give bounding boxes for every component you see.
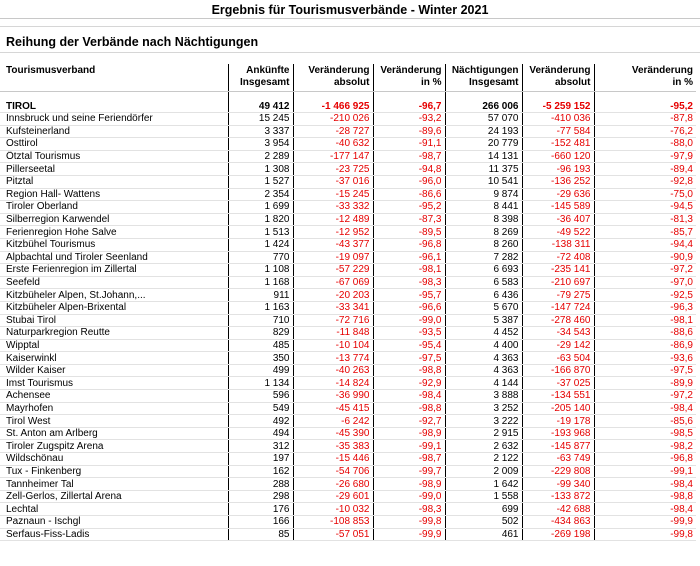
cell-nights-change-pct: -94,5: [594, 201, 696, 214]
cell-nights: 5 670: [445, 301, 522, 314]
cell-nights-change-pct: -89,9: [594, 377, 696, 390]
cell-nights-change-pct: -99,1: [594, 465, 696, 478]
cell-arrivals: 1 527: [228, 175, 293, 188]
page-title: Ergebnis für Tourismusverbände - Winter 2021: [0, 2, 700, 19]
cell-name: Erste Ferienregion im Zillertal: [0, 264, 228, 277]
cell-arrivals-change-pct: -95,4: [373, 339, 445, 352]
cell-nights: 4 144: [445, 377, 522, 390]
cell-nights: 502: [445, 516, 522, 529]
table-row: [0, 238, 696, 251]
cell-arrivals-change-pct: -99,1: [373, 440, 445, 453]
cell-arrivals-change-pct: -99,0: [373, 314, 445, 327]
cell-nights: 6 583: [445, 276, 522, 289]
cell-nights: 1 558: [445, 490, 522, 503]
cell-arrivals-change-pct: -96,7: [373, 100, 445, 113]
cell-arrivals-change-abs: -45 390: [293, 427, 373, 440]
cell-nights-change-abs: -138 311: [522, 238, 594, 251]
table-row: [0, 465, 696, 478]
table-row: [0, 251, 696, 264]
table-row: [0, 377, 696, 390]
cell-arrivals-change-abs: -33 332: [293, 201, 373, 214]
table-row: [0, 528, 696, 541]
cell-nights-change-pct: -97,2: [594, 264, 696, 277]
cell-arrivals-change-abs: -210 026: [293, 113, 373, 126]
cell-nights-change-pct: -90,9: [594, 251, 696, 264]
tourism-table: [0, 64, 696, 541]
cell-arrivals-change-abs: -13 774: [293, 352, 373, 365]
cell-arrivals-change-pct: -96,1: [373, 251, 445, 264]
cell-arrivals-change-pct: -98,1: [373, 264, 445, 277]
cell-arrivals-change-pct: -93,2: [373, 113, 445, 126]
cell-arrivals-change-pct: -99,8: [373, 516, 445, 529]
cell-nights-change-abs: -410 036: [522, 113, 594, 126]
cell-arrivals-change-abs: -57 229: [293, 264, 373, 277]
cell-arrivals-change-pct: -93,5: [373, 327, 445, 340]
cell-arrivals-change-abs: -33 341: [293, 301, 373, 314]
cell-nights-change-pct: -99,9: [594, 516, 696, 529]
cell-arrivals-change-abs: -11 848: [293, 327, 373, 340]
cell-nights-change-pct: -98,4: [594, 478, 696, 491]
cell-arrivals-change-pct: -95,2: [373, 201, 445, 214]
cell-nights-change-pct: -81,3: [594, 213, 696, 226]
table-row: [0, 390, 696, 403]
cell-nights-change-abs: -133 872: [522, 490, 594, 503]
header-nights-change-pct: Veränderung in %: [594, 64, 696, 92]
cell-nights-change-pct: -96,8: [594, 453, 696, 466]
cell-arrivals-change-abs: -6 242: [293, 415, 373, 428]
cell-arrivals-change-abs: -15 446: [293, 453, 373, 466]
table-row: [0, 276, 696, 289]
cell-nights: 11 375: [445, 163, 522, 176]
cell-name: Kitzbüheler Alpen-Brixental: [0, 301, 228, 314]
cell-nights-change-abs: -34 543: [522, 327, 594, 340]
cell-nights-change-abs: -193 968: [522, 427, 594, 440]
cell-name: Silberregion Karwendel: [0, 213, 228, 226]
cell-arrivals-change-abs: -28 727: [293, 125, 373, 138]
cell-arrivals: 298: [228, 490, 293, 503]
cell-nights-change-abs: -77 584: [522, 125, 594, 138]
cell-name: Tiroler Oberland: [0, 201, 228, 214]
table-row: [0, 415, 696, 428]
cell-nights-change-pct: -98,4: [594, 402, 696, 415]
cell-arrivals: 3 337: [228, 125, 293, 138]
cell-arrivals-change-abs: -12 489: [293, 213, 373, 226]
table-row: [0, 339, 696, 352]
cell-arrivals: 288: [228, 478, 293, 491]
table-row: [0, 516, 696, 529]
cell-nights-change-abs: -152 481: [522, 138, 594, 151]
cell-arrivals: 166: [228, 516, 293, 529]
cell-nights-change-abs: -269 198: [522, 528, 594, 541]
cell-nights-change-abs: -145 589: [522, 201, 594, 214]
cell-nights: 2 632: [445, 440, 522, 453]
cell-nights-change-pct: -75,0: [594, 188, 696, 201]
cell-nights: 5 387: [445, 314, 522, 327]
cell-arrivals-change-abs: -29 601: [293, 490, 373, 503]
cell-nights-change-pct: -96,3: [594, 301, 696, 314]
cell-nights-change-pct: -97,0: [594, 276, 696, 289]
cell-nights: 14 131: [445, 150, 522, 163]
table-row: [0, 503, 696, 516]
cell-nights-change-pct: -98,5: [594, 427, 696, 440]
cell-arrivals: 829: [228, 327, 293, 340]
grid-line: [0, 52, 700, 53]
cell-nights: 4 363: [445, 352, 522, 365]
cell-nights: 3 888: [445, 390, 522, 403]
cell-arrivals-change-abs: -57 051: [293, 528, 373, 541]
cell-name: Stubai Tirol: [0, 314, 228, 327]
table-row: [0, 289, 696, 302]
cell-arrivals: 15 245: [228, 113, 293, 126]
cell-nights-change-pct: -98,8: [594, 490, 696, 503]
cell-nights: 57 070: [445, 113, 522, 126]
cell-arrivals-change-abs: -10 032: [293, 503, 373, 516]
cell-nights-change-abs: -5 259 152: [522, 100, 594, 113]
cell-name: Kaiserwinkl: [0, 352, 228, 365]
cell-arrivals-change-pct: -98,7: [373, 453, 445, 466]
cell-arrivals-change-pct: -99,7: [373, 465, 445, 478]
cell-nights: 10 541: [445, 175, 522, 188]
cell-nights-change-abs: -145 877: [522, 440, 594, 453]
cell-nights: 4 363: [445, 364, 522, 377]
cell-nights-change-abs: -72 408: [522, 251, 594, 264]
cell-name: St. Anton am Arlberg: [0, 427, 228, 440]
cell-arrivals-change-pct: -98,4: [373, 390, 445, 403]
cell-name: Tirol West: [0, 415, 228, 428]
cell-nights: 2 122: [445, 453, 522, 466]
cell-name: Ferienregion Hohe Salve: [0, 226, 228, 239]
cell-arrivals-change-pct: -96,6: [373, 301, 445, 314]
cell-nights: 266 006: [445, 100, 522, 113]
cell-name: TIROL: [0, 100, 228, 113]
cell-nights-change-abs: -134 551: [522, 390, 594, 403]
table-row: [0, 264, 696, 277]
cell-nights-change-abs: -147 724: [522, 301, 594, 314]
cell-arrivals: 1 308: [228, 163, 293, 176]
cell-arrivals: 911: [228, 289, 293, 302]
cell-nights: 8 260: [445, 238, 522, 251]
cell-name: Zell-Gerlos, Zillertal Arena: [0, 490, 228, 503]
cell-nights-change-pct: -88,6: [594, 327, 696, 340]
cell-arrivals-change-abs: -37 016: [293, 175, 373, 188]
cell-nights-change-pct: -88,0: [594, 138, 696, 151]
cell-nights-change-pct: -98,4: [594, 503, 696, 516]
cell-arrivals-change-pct: -98,9: [373, 478, 445, 491]
cell-arrivals: 162: [228, 465, 293, 478]
cell-nights: 2 915: [445, 427, 522, 440]
cell-arrivals-change-pct: -96,8: [373, 238, 445, 251]
cell-nights-change-pct: -98,1: [594, 314, 696, 327]
cell-nights-change-abs: -434 863: [522, 516, 594, 529]
cell-arrivals-change-abs: -14 824: [293, 377, 373, 390]
cell-nights-change-abs: -29 142: [522, 339, 594, 352]
cell-arrivals-change-pct: -95,7: [373, 289, 445, 302]
cell-arrivals: 499: [228, 364, 293, 377]
cell-name: Wipptal: [0, 339, 228, 352]
cell-arrivals-change-pct: -96,0: [373, 175, 445, 188]
header-ankuenfte: Ankünfte Insgesamt: [228, 64, 293, 92]
cell-nights-change-pct: -97,2: [594, 390, 696, 403]
cell-arrivals-change-abs: -72 716: [293, 314, 373, 327]
cell-name: Seefeld: [0, 276, 228, 289]
table-row: [0, 364, 696, 377]
cell-nights: 3 252: [445, 402, 522, 415]
cell-arrivals-change-pct: -86,6: [373, 188, 445, 201]
cell-arrivals: 2 289: [228, 150, 293, 163]
cell-nights-change-abs: -42 688: [522, 503, 594, 516]
cell-name: Kufsteinerland: [0, 125, 228, 138]
header-row: [0, 64, 696, 92]
cell-arrivals: 1 163: [228, 301, 293, 314]
cell-arrivals-change-abs: -10 104: [293, 339, 373, 352]
cell-name: Osttirol: [0, 138, 228, 151]
cell-arrivals: 1 168: [228, 276, 293, 289]
cell-arrivals-change-pct: -92,7: [373, 415, 445, 428]
table-row: [0, 201, 696, 214]
table-row: [0, 163, 696, 176]
cell-arrivals: 770: [228, 251, 293, 264]
table-subtitle: Reihung der Verbände nach Nächtigungen: [6, 35, 259, 49]
cell-arrivals: 485: [228, 339, 293, 352]
cell-arrivals-change-abs: -54 706: [293, 465, 373, 478]
table-row: [0, 188, 696, 201]
cell-arrivals: 3 954: [228, 138, 293, 151]
cell-arrivals: 2 354: [228, 188, 293, 201]
header-tourismusverband: Tourismusverband: [0, 64, 228, 92]
cell-arrivals: 1 424: [228, 238, 293, 251]
cell-name: Alpbachtal und Tiroler Seenland: [0, 251, 228, 264]
cell-name: Mayrhofen: [0, 402, 228, 415]
table-row: [0, 478, 696, 491]
cell-nights: 2 009: [445, 465, 522, 478]
cell-arrivals-change-pct: -91,1: [373, 138, 445, 151]
cell-nights-change-abs: -229 808: [522, 465, 594, 478]
cell-arrivals-change-pct: -98,9: [373, 427, 445, 440]
cell-arrivals: 710: [228, 314, 293, 327]
cell-arrivals: 176: [228, 503, 293, 516]
cell-nights: 461: [445, 528, 522, 541]
table-row: [0, 427, 696, 440]
cell-arrivals-change-abs: -45 415: [293, 402, 373, 415]
cell-nights-change-abs: -36 407: [522, 213, 594, 226]
cell-nights-change-abs: -99 340: [522, 478, 594, 491]
cell-arrivals: 1 108: [228, 264, 293, 277]
cell-name: Kitzbühel Tourismus: [0, 238, 228, 251]
cell-arrivals-change-pct: -98,7: [373, 150, 445, 163]
cell-name: Ötztal Tourismus: [0, 150, 228, 163]
cell-nights-change-pct: -89,4: [594, 163, 696, 176]
cell-nights: 4 400: [445, 339, 522, 352]
table-row: [0, 175, 696, 188]
cell-arrivals-change-abs: -12 952: [293, 226, 373, 239]
cell-nights-change-abs: -79 275: [522, 289, 594, 302]
cell-nights-change-abs: -136 252: [522, 175, 594, 188]
cell-name: Tiroler Zugspitz Arena: [0, 440, 228, 453]
cell-nights-change-pct: -92,8: [594, 175, 696, 188]
cell-nights: 24 193: [445, 125, 522, 138]
cell-nights-change-abs: -37 025: [522, 377, 594, 390]
cell-arrivals-change-abs: -177 147: [293, 150, 373, 163]
table-row: [0, 352, 696, 365]
cell-nights-change-pct: -97,9: [594, 150, 696, 163]
spacer-row: [0, 92, 696, 101]
cell-nights-change-pct: -76,2: [594, 125, 696, 138]
cell-arrivals-change-abs: -26 680: [293, 478, 373, 491]
cell-nights-change-abs: -166 870: [522, 364, 594, 377]
table-row: [0, 301, 696, 314]
cell-arrivals-change-abs: -67 069: [293, 276, 373, 289]
cell-nights: 699: [445, 503, 522, 516]
cell-arrivals-change-abs: -20 203: [293, 289, 373, 302]
cell-arrivals: 1 820: [228, 213, 293, 226]
cell-arrivals-change-pct: -89,6: [373, 125, 445, 138]
cell-arrivals-change-pct: -98,8: [373, 402, 445, 415]
table-row: [0, 138, 696, 151]
cell-arrivals: 494: [228, 427, 293, 440]
cell-nights-change-abs: -205 140: [522, 402, 594, 415]
cell-arrivals: 350: [228, 352, 293, 365]
cell-arrivals-change-pct: -99,9: [373, 528, 445, 541]
cell-nights: 6 436: [445, 289, 522, 302]
cell-arrivals-change-pct: -97,5: [373, 352, 445, 365]
cell-nights-change-pct: -95,2: [594, 100, 696, 113]
cell-nights-change-pct: -99,8: [594, 528, 696, 541]
cell-nights-change-abs: -278 460: [522, 314, 594, 327]
cell-arrivals: 492: [228, 415, 293, 428]
header-arrivals-change-pct: Veränderung in %: [373, 64, 445, 92]
cell-nights-change-pct: -97,5: [594, 364, 696, 377]
cell-nights-change-abs: -19 178: [522, 415, 594, 428]
cell-nights-change-abs: -660 120: [522, 150, 594, 163]
cell-name: Paznaun - Ischgl: [0, 516, 228, 529]
cell-nights-change-pct: -85,7: [594, 226, 696, 239]
cell-arrivals-change-pct: -98,3: [373, 276, 445, 289]
table-row: [0, 490, 696, 503]
cell-arrivals: 549: [228, 402, 293, 415]
cell-nights-change-pct: -93,6: [594, 352, 696, 365]
header-naechtigungen: Nächtigungen Insgesamt: [445, 64, 522, 92]
cell-name: Kitzbüheler Alpen, St.Johann,...: [0, 289, 228, 302]
cell-arrivals-change-pct: -89,5: [373, 226, 445, 239]
total-row: [0, 100, 696, 113]
table-row: [0, 327, 696, 340]
cell-name: Pitztal: [0, 175, 228, 188]
cell-nights-change-abs: -235 141: [522, 264, 594, 277]
cell-nights-change-abs: -29 636: [522, 188, 594, 201]
cell-name: Innsbruck und seine Feriendörfer: [0, 113, 228, 126]
cell-nights-change-pct: -98,2: [594, 440, 696, 453]
cell-nights: 8 441: [445, 201, 522, 214]
cell-arrivals-change-pct: -94,8: [373, 163, 445, 176]
cell-name: Tux - Finkenberg: [0, 465, 228, 478]
cell-arrivals-change-abs: -43 377: [293, 238, 373, 251]
cell-arrivals-change-abs: -23 725: [293, 163, 373, 176]
cell-nights-change-abs: -63 504: [522, 352, 594, 365]
cell-name: Naturparkregion Reutte: [0, 327, 228, 340]
cell-nights-change-pct: -87,8: [594, 113, 696, 126]
cell-nights: 6 693: [445, 264, 522, 277]
cell-name: Serfaus-Fiss-Ladis: [0, 528, 228, 541]
cell-nights-change-abs: -49 522: [522, 226, 594, 239]
header-arrivals-change-abs: Veränderung absolut: [293, 64, 373, 92]
cell-nights: 7 282: [445, 251, 522, 264]
cell-nights: 8 269: [445, 226, 522, 239]
table-row: [0, 453, 696, 466]
cell-arrivals-change-pct: -87,3: [373, 213, 445, 226]
table-row: [0, 125, 696, 138]
cell-arrivals-change-pct: -99,0: [373, 490, 445, 503]
grid-line: [0, 26, 700, 27]
cell-arrivals-change-abs: -40 632: [293, 138, 373, 151]
cell-arrivals-change-abs: -19 097: [293, 251, 373, 264]
cell-arrivals-change-pct: -98,3: [373, 503, 445, 516]
cell-nights: 1 642: [445, 478, 522, 491]
cell-name: Wilder Kaiser: [0, 364, 228, 377]
header-nights-change-abs: Veränderung absolut: [522, 64, 594, 92]
cell-arrivals: 197: [228, 453, 293, 466]
table-row: [0, 440, 696, 453]
cell-nights-change-pct: -92,5: [594, 289, 696, 302]
cell-name: Region Hall- Wattens: [0, 188, 228, 201]
cell-arrivals: 49 412: [228, 100, 293, 113]
cell-arrivals: 596: [228, 390, 293, 403]
cell-arrivals-change-abs: -1 466 925: [293, 100, 373, 113]
cell-name: Imst Tourismus: [0, 377, 228, 390]
table-row: [0, 402, 696, 415]
cell-name: Pillerseetal: [0, 163, 228, 176]
cell-nights-change-pct: -94,4: [594, 238, 696, 251]
cell-nights-change-pct: -86,9: [594, 339, 696, 352]
cell-nights-change-pct: -85,6: [594, 415, 696, 428]
cell-nights-change-abs: -63 749: [522, 453, 594, 466]
cell-arrivals: 1 699: [228, 201, 293, 214]
cell-arrivals: 312: [228, 440, 293, 453]
cell-arrivals: 85: [228, 528, 293, 541]
cell-name: Achensee: [0, 390, 228, 403]
cell-arrivals-change-abs: -108 853: [293, 516, 373, 529]
cell-nights-change-abs: -210 697: [522, 276, 594, 289]
table-row: [0, 213, 696, 226]
cell-name: Lechtal: [0, 503, 228, 516]
cell-nights-change-abs: -96 193: [522, 163, 594, 176]
cell-nights: 4 452: [445, 327, 522, 340]
cell-nights: 3 222: [445, 415, 522, 428]
cell-arrivals-change-pct: -98,8: [373, 364, 445, 377]
cell-arrivals-change-abs: -40 263: [293, 364, 373, 377]
cell-arrivals-change-abs: -36 990: [293, 390, 373, 403]
table-row: [0, 113, 696, 126]
table-row: [0, 150, 696, 163]
cell-nights: 9 874: [445, 188, 522, 201]
cell-name: Wildschönau: [0, 453, 228, 466]
cell-arrivals-change-pct: -92,9: [373, 377, 445, 390]
cell-arrivals-change-abs: -15 245: [293, 188, 373, 201]
cell-arrivals-change-abs: -35 383: [293, 440, 373, 453]
cell-name: Tannheimer Tal: [0, 478, 228, 491]
cell-nights: 20 779: [445, 138, 522, 151]
cell-nights: 8 398: [445, 213, 522, 226]
table-row: [0, 226, 696, 239]
cell-arrivals: 1 513: [228, 226, 293, 239]
cell-arrivals: 1 134: [228, 377, 293, 390]
table-row: [0, 314, 696, 327]
